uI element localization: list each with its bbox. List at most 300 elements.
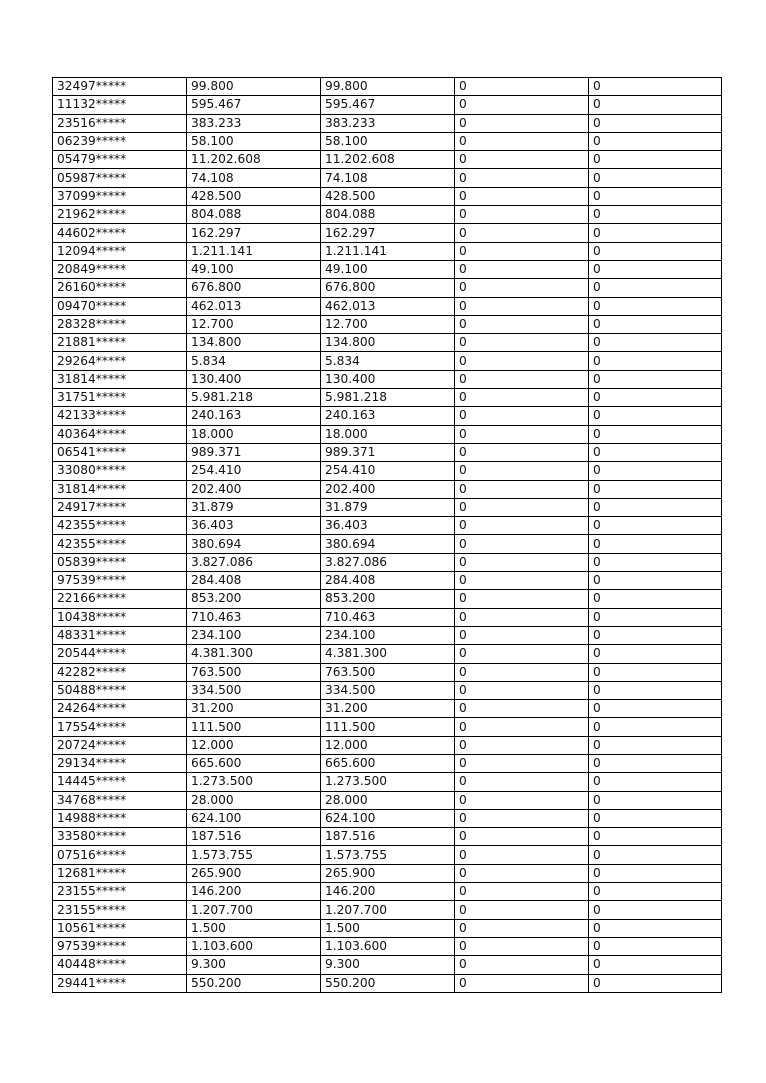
masked-id-cell: 23516*****: [53, 114, 187, 132]
table-row: [53, 901, 722, 919]
zero-cell-2: 0: [589, 846, 722, 864]
amount-cell: 202.400: [187, 480, 321, 498]
amount-cell-2: 989.371: [321, 443, 455, 461]
amount-cell-2: 12.000: [321, 736, 455, 754]
amount-cell-2: 383.233: [321, 114, 455, 132]
table-row: [53, 389, 722, 407]
zero-cell: 0: [455, 736, 589, 754]
amount-cell-2: 99.800: [321, 78, 455, 96]
amount-cell-2: 9.300: [321, 956, 455, 974]
zero-cell: 0: [455, 260, 589, 278]
table-row: [53, 846, 722, 864]
amount-cell-2: 49.100: [321, 260, 455, 278]
zero-cell-2: 0: [589, 517, 722, 535]
zero-cell: 0: [455, 206, 589, 224]
zero-cell: 0: [455, 480, 589, 498]
zero-cell-2: 0: [589, 535, 722, 553]
masked-id-cell: 20544*****: [53, 645, 187, 663]
table-row: [53, 315, 722, 333]
amount-cell: 134.800: [187, 334, 321, 352]
zero-cell: 0: [455, 864, 589, 882]
amount-cell: 676.800: [187, 279, 321, 297]
zero-cell: 0: [455, 517, 589, 535]
amount-cell-2: 665.600: [321, 754, 455, 772]
table-row: [53, 791, 722, 809]
table-row: [53, 425, 722, 443]
masked-id-cell: 10561*****: [53, 919, 187, 937]
zero-cell-2: 0: [589, 645, 722, 663]
amount-cell-2: 111.500: [321, 718, 455, 736]
amount-cell: 4.381.300: [187, 645, 321, 663]
masked-id-cell: 32497*****: [53, 78, 187, 96]
table-row: [53, 260, 722, 278]
table-row: [53, 809, 722, 827]
amount-cell: 989.371: [187, 443, 321, 461]
table-row: [53, 828, 722, 846]
amount-cell: 11.202.608: [187, 151, 321, 169]
zero-cell: 0: [455, 809, 589, 827]
table-row: [53, 626, 722, 644]
masked-id-cell: 20849*****: [53, 260, 187, 278]
amount-cell-2: 5.834: [321, 352, 455, 370]
table-row: [53, 553, 722, 571]
table-row: [53, 352, 722, 370]
table-row: [53, 242, 722, 260]
zero-cell-2: 0: [589, 919, 722, 937]
table-row: [53, 132, 722, 150]
masked-id-cell: 29134*****: [53, 754, 187, 772]
zero-cell-2: 0: [589, 242, 722, 260]
amount-cell-2: 284.408: [321, 572, 455, 590]
table-row: [53, 754, 722, 772]
zero-cell: 0: [455, 389, 589, 407]
zero-cell: 0: [455, 645, 589, 663]
table-row: [53, 535, 722, 553]
amount-cell-2: 134.800: [321, 334, 455, 352]
amount-cell: 5.834: [187, 352, 321, 370]
zero-cell-2: 0: [589, 425, 722, 443]
masked-id-cell: 11132*****: [53, 96, 187, 114]
masked-id-cell: 06239*****: [53, 132, 187, 150]
masked-id-cell: 44602*****: [53, 224, 187, 242]
masked-id-cell: 22166*****: [53, 590, 187, 608]
zero-cell: 0: [455, 297, 589, 315]
zero-cell-2: 0: [589, 736, 722, 754]
zero-cell: 0: [455, 846, 589, 864]
masked-id-cell: 05839*****: [53, 553, 187, 571]
zero-cell-2: 0: [589, 169, 722, 187]
amount-cell-2: 187.516: [321, 828, 455, 846]
amount-cell: 763.500: [187, 663, 321, 681]
masked-id-cell: 21881*****: [53, 334, 187, 352]
table-row: [53, 645, 722, 663]
masked-id-cell: 12094*****: [53, 242, 187, 260]
masked-id-cell: 24917*****: [53, 498, 187, 516]
masked-id-cell: 42282*****: [53, 663, 187, 681]
masked-id-cell: 40364*****: [53, 425, 187, 443]
table-row: [53, 443, 722, 461]
zero-cell-2: 0: [589, 956, 722, 974]
amount-cell: 74.108: [187, 169, 321, 187]
amount-cell-2: 428.500: [321, 187, 455, 205]
table-row: [53, 608, 722, 626]
amount-cell: 1.103.600: [187, 937, 321, 955]
zero-cell: 0: [455, 169, 589, 187]
table-row: [53, 517, 722, 535]
zero-cell-2: 0: [589, 132, 722, 150]
zero-cell-2: 0: [589, 151, 722, 169]
zero-cell-2: 0: [589, 315, 722, 333]
masked-id-cell: 97539*****: [53, 937, 187, 955]
amount-cell: 462.013: [187, 297, 321, 315]
amount-cell-2: 624.100: [321, 809, 455, 827]
zero-cell: 0: [455, 773, 589, 791]
amount-cell-2: 11.202.608: [321, 151, 455, 169]
masked-id-cell: 29264*****: [53, 352, 187, 370]
zero-cell: 0: [455, 590, 589, 608]
zero-cell-2: 0: [589, 663, 722, 681]
amount-cell: 265.900: [187, 864, 321, 882]
table-row: [53, 974, 722, 992]
zero-cell-2: 0: [589, 389, 722, 407]
amount-cell-2: 4.381.300: [321, 645, 455, 663]
zero-cell: 0: [455, 425, 589, 443]
amount-cell-2: 12.700: [321, 315, 455, 333]
amount-cell: 1.211.141: [187, 242, 321, 260]
zero-cell: 0: [455, 901, 589, 919]
amount-cell: 3.827.086: [187, 553, 321, 571]
table-row: [53, 773, 722, 791]
masked-id-cell: 33080*****: [53, 462, 187, 480]
table-row: [53, 572, 722, 590]
zero-cell: 0: [455, 608, 589, 626]
masked-id-cell: 28328*****: [53, 315, 187, 333]
amount-cell: 284.408: [187, 572, 321, 590]
masked-id-cell: 42133*****: [53, 407, 187, 425]
zero-cell: 0: [455, 626, 589, 644]
masked-id-cell: 31814*****: [53, 480, 187, 498]
zero-cell-2: 0: [589, 883, 722, 901]
zero-cell: 0: [455, 187, 589, 205]
table-row: [53, 663, 722, 681]
amount-cell: 146.200: [187, 883, 321, 901]
zero-cell-2: 0: [589, 828, 722, 846]
table-row: [53, 700, 722, 718]
masked-id-cell: 12681*****: [53, 864, 187, 882]
masked-id-cell: 17554*****: [53, 718, 187, 736]
amount-cell-2: 240.163: [321, 407, 455, 425]
table-row: [53, 462, 722, 480]
table-row: [53, 736, 722, 754]
masked-id-cell: 20724*****: [53, 736, 187, 754]
masked-id-cell: 31751*****: [53, 389, 187, 407]
amount-cell: 380.694: [187, 535, 321, 553]
amount-cell: 1.573.755: [187, 846, 321, 864]
amount-cell: 234.100: [187, 626, 321, 644]
zero-cell-2: 0: [589, 462, 722, 480]
zero-cell-2: 0: [589, 443, 722, 461]
amount-cell-2: 5.981.218: [321, 389, 455, 407]
zero-cell: 0: [455, 883, 589, 901]
zero-cell: 0: [455, 352, 589, 370]
amount-cell: 240.163: [187, 407, 321, 425]
zero-cell: 0: [455, 553, 589, 571]
amount-cell-2: 676.800: [321, 279, 455, 297]
zero-cell-2: 0: [589, 498, 722, 516]
zero-cell: 0: [455, 407, 589, 425]
amount-cell-2: 1.500: [321, 919, 455, 937]
amount-cell-2: 31.879: [321, 498, 455, 516]
zero-cell-2: 0: [589, 279, 722, 297]
table-row: [53, 187, 722, 205]
amount-cell-2: 202.400: [321, 480, 455, 498]
table-row: [53, 224, 722, 242]
masked-id-cell: 42355*****: [53, 535, 187, 553]
zero-cell-2: 0: [589, 206, 722, 224]
zero-cell: 0: [455, 974, 589, 992]
zero-cell-2: 0: [589, 78, 722, 96]
amount-cell: 187.516: [187, 828, 321, 846]
zero-cell: 0: [455, 828, 589, 846]
zero-cell-2: 0: [589, 224, 722, 242]
zero-cell: 0: [455, 681, 589, 699]
masked-id-cell: 05479*****: [53, 151, 187, 169]
zero-cell: 0: [455, 114, 589, 132]
masked-id-cell: 23155*****: [53, 901, 187, 919]
amount-cell-2: 74.108: [321, 169, 455, 187]
zero-cell-2: 0: [589, 114, 722, 132]
zero-cell: 0: [455, 572, 589, 590]
masked-id-cell: 09470*****: [53, 297, 187, 315]
table-row: [53, 206, 722, 224]
amount-cell: 5.981.218: [187, 389, 321, 407]
zero-cell-2: 0: [589, 937, 722, 955]
amount-cell-2: 130.400: [321, 370, 455, 388]
table-row: [53, 407, 722, 425]
zero-cell: 0: [455, 242, 589, 260]
table-body: [53, 78, 722, 993]
amount-cell-2: 1.207.700: [321, 901, 455, 919]
amount-cell: 550.200: [187, 974, 321, 992]
amount-cell: 665.600: [187, 754, 321, 772]
zero-cell: 0: [455, 279, 589, 297]
table-row: [53, 169, 722, 187]
zero-cell-2: 0: [589, 809, 722, 827]
table-row: [53, 480, 722, 498]
amount-cell: 1.273.500: [187, 773, 321, 791]
table-row: [53, 370, 722, 388]
amount-cell-2: 1.573.755: [321, 846, 455, 864]
zero-cell: 0: [455, 78, 589, 96]
table-row: [53, 498, 722, 516]
data-table: [52, 77, 722, 993]
zero-cell-2: 0: [589, 864, 722, 882]
amount-cell: 428.500: [187, 187, 321, 205]
zero-cell-2: 0: [589, 590, 722, 608]
table-row: [53, 96, 722, 114]
amount-cell-2: 462.013: [321, 297, 455, 315]
zero-cell-2: 0: [589, 407, 722, 425]
table-row: [53, 590, 722, 608]
amount-cell-2: 3.827.086: [321, 553, 455, 571]
zero-cell-2: 0: [589, 370, 722, 388]
amount-cell: 383.233: [187, 114, 321, 132]
masked-id-cell: 29441*****: [53, 974, 187, 992]
table-row: [53, 78, 722, 96]
amount-cell: 31.200: [187, 700, 321, 718]
zero-cell: 0: [455, 937, 589, 955]
amount-cell: 853.200: [187, 590, 321, 608]
zero-cell: 0: [455, 754, 589, 772]
masked-id-cell: 42355*****: [53, 517, 187, 535]
zero-cell: 0: [455, 919, 589, 937]
amount-cell-2: 254.410: [321, 462, 455, 480]
masked-id-cell: 06541*****: [53, 443, 187, 461]
amount-cell: 49.100: [187, 260, 321, 278]
table-row: [53, 937, 722, 955]
table-row: [53, 151, 722, 169]
zero-cell-2: 0: [589, 681, 722, 699]
amount-cell: 334.500: [187, 681, 321, 699]
masked-id-cell: 48331*****: [53, 626, 187, 644]
amount-cell: 162.297: [187, 224, 321, 242]
masked-id-cell: 14988*****: [53, 809, 187, 827]
masked-id-cell: 05987*****: [53, 169, 187, 187]
zero-cell: 0: [455, 498, 589, 516]
zero-cell-2: 0: [589, 754, 722, 772]
amount-cell: 710.463: [187, 608, 321, 626]
amount-cell: 28.000: [187, 791, 321, 809]
table-row: [53, 114, 722, 132]
masked-id-cell: 33580*****: [53, 828, 187, 846]
amount-cell: 804.088: [187, 206, 321, 224]
amount-cell-2: 28.000: [321, 791, 455, 809]
zero-cell: 0: [455, 791, 589, 809]
zero-cell: 0: [455, 151, 589, 169]
amount-cell-2: 36.403: [321, 517, 455, 535]
masked-id-cell: 97539*****: [53, 572, 187, 590]
amount-cell-2: 550.200: [321, 974, 455, 992]
masked-id-cell: 37099*****: [53, 187, 187, 205]
zero-cell: 0: [455, 718, 589, 736]
amount-cell-2: 853.200: [321, 590, 455, 608]
amount-cell-2: 265.900: [321, 864, 455, 882]
amount-cell: 1.207.700: [187, 901, 321, 919]
zero-cell-2: 0: [589, 700, 722, 718]
masked-id-cell: 50488*****: [53, 681, 187, 699]
zero-cell: 0: [455, 315, 589, 333]
zero-cell-2: 0: [589, 901, 722, 919]
amount-cell: 58.100: [187, 132, 321, 150]
amount-cell-2: 710.463: [321, 608, 455, 626]
zero-cell: 0: [455, 334, 589, 352]
table-row: [53, 919, 722, 937]
amount-cell-2: 162.297: [321, 224, 455, 242]
zero-cell: 0: [455, 956, 589, 974]
amount-cell-2: 1.211.141: [321, 242, 455, 260]
amount-cell-2: 31.200: [321, 700, 455, 718]
masked-id-cell: 34768*****: [53, 791, 187, 809]
amount-cell: 12.700: [187, 315, 321, 333]
amount-cell: 111.500: [187, 718, 321, 736]
masked-id-cell: 26160*****: [53, 279, 187, 297]
amount-cell: 624.100: [187, 809, 321, 827]
amount-cell-2: 595.467: [321, 96, 455, 114]
zero-cell-2: 0: [589, 96, 722, 114]
zero-cell: 0: [455, 462, 589, 480]
zero-cell: 0: [455, 535, 589, 553]
amount-cell: 595.467: [187, 96, 321, 114]
zero-cell-2: 0: [589, 480, 722, 498]
table-row: [53, 883, 722, 901]
zero-cell: 0: [455, 132, 589, 150]
masked-id-cell: 23155*****: [53, 883, 187, 901]
amount-cell-2: 18.000: [321, 425, 455, 443]
table-row: [53, 864, 722, 882]
amount-cell-2: 58.100: [321, 132, 455, 150]
zero-cell-2: 0: [589, 297, 722, 315]
masked-id-cell: 40448*****: [53, 956, 187, 974]
zero-cell: 0: [455, 96, 589, 114]
zero-cell-2: 0: [589, 974, 722, 992]
amount-cell-2: 234.100: [321, 626, 455, 644]
masked-id-cell: 14445*****: [53, 773, 187, 791]
zero-cell-2: 0: [589, 718, 722, 736]
zero-cell: 0: [455, 443, 589, 461]
zero-cell-2: 0: [589, 791, 722, 809]
zero-cell: 0: [455, 700, 589, 718]
amount-cell: 9.300: [187, 956, 321, 974]
amount-cell: 36.403: [187, 517, 321, 535]
table-row: [53, 279, 722, 297]
zero-cell: 0: [455, 370, 589, 388]
amount-cell: 18.000: [187, 425, 321, 443]
zero-cell-2: 0: [589, 608, 722, 626]
zero-cell-2: 0: [589, 334, 722, 352]
amount-cell-2: 334.500: [321, 681, 455, 699]
amount-cell-2: 146.200: [321, 883, 455, 901]
amount-cell-2: 1.103.600: [321, 937, 455, 955]
zero-cell-2: 0: [589, 553, 722, 571]
table-row: [53, 718, 722, 736]
amount-cell: 254.410: [187, 462, 321, 480]
amount-cell-2: 380.694: [321, 535, 455, 553]
table-row: [53, 297, 722, 315]
amount-cell: 31.879: [187, 498, 321, 516]
zero-cell-2: 0: [589, 187, 722, 205]
zero-cell-2: 0: [589, 260, 722, 278]
amount-cell-2: 804.088: [321, 206, 455, 224]
table-row: [53, 956, 722, 974]
zero-cell-2: 0: [589, 773, 722, 791]
masked-id-cell: 07516*****: [53, 846, 187, 864]
amount-cell-2: 1.273.500: [321, 773, 455, 791]
amount-cell: 99.800: [187, 78, 321, 96]
table-row: [53, 681, 722, 699]
amount-cell: 12.000: [187, 736, 321, 754]
amount-cell: 130.400: [187, 370, 321, 388]
masked-id-cell: 24264*****: [53, 700, 187, 718]
masked-id-cell: 10438*****: [53, 608, 187, 626]
zero-cell-2: 0: [589, 352, 722, 370]
table-row: [53, 334, 722, 352]
zero-cell-2: 0: [589, 572, 722, 590]
masked-id-cell: 21962*****: [53, 206, 187, 224]
zero-cell: 0: [455, 663, 589, 681]
zero-cell-2: 0: [589, 626, 722, 644]
zero-cell: 0: [455, 224, 589, 242]
masked-id-cell: 31814*****: [53, 370, 187, 388]
